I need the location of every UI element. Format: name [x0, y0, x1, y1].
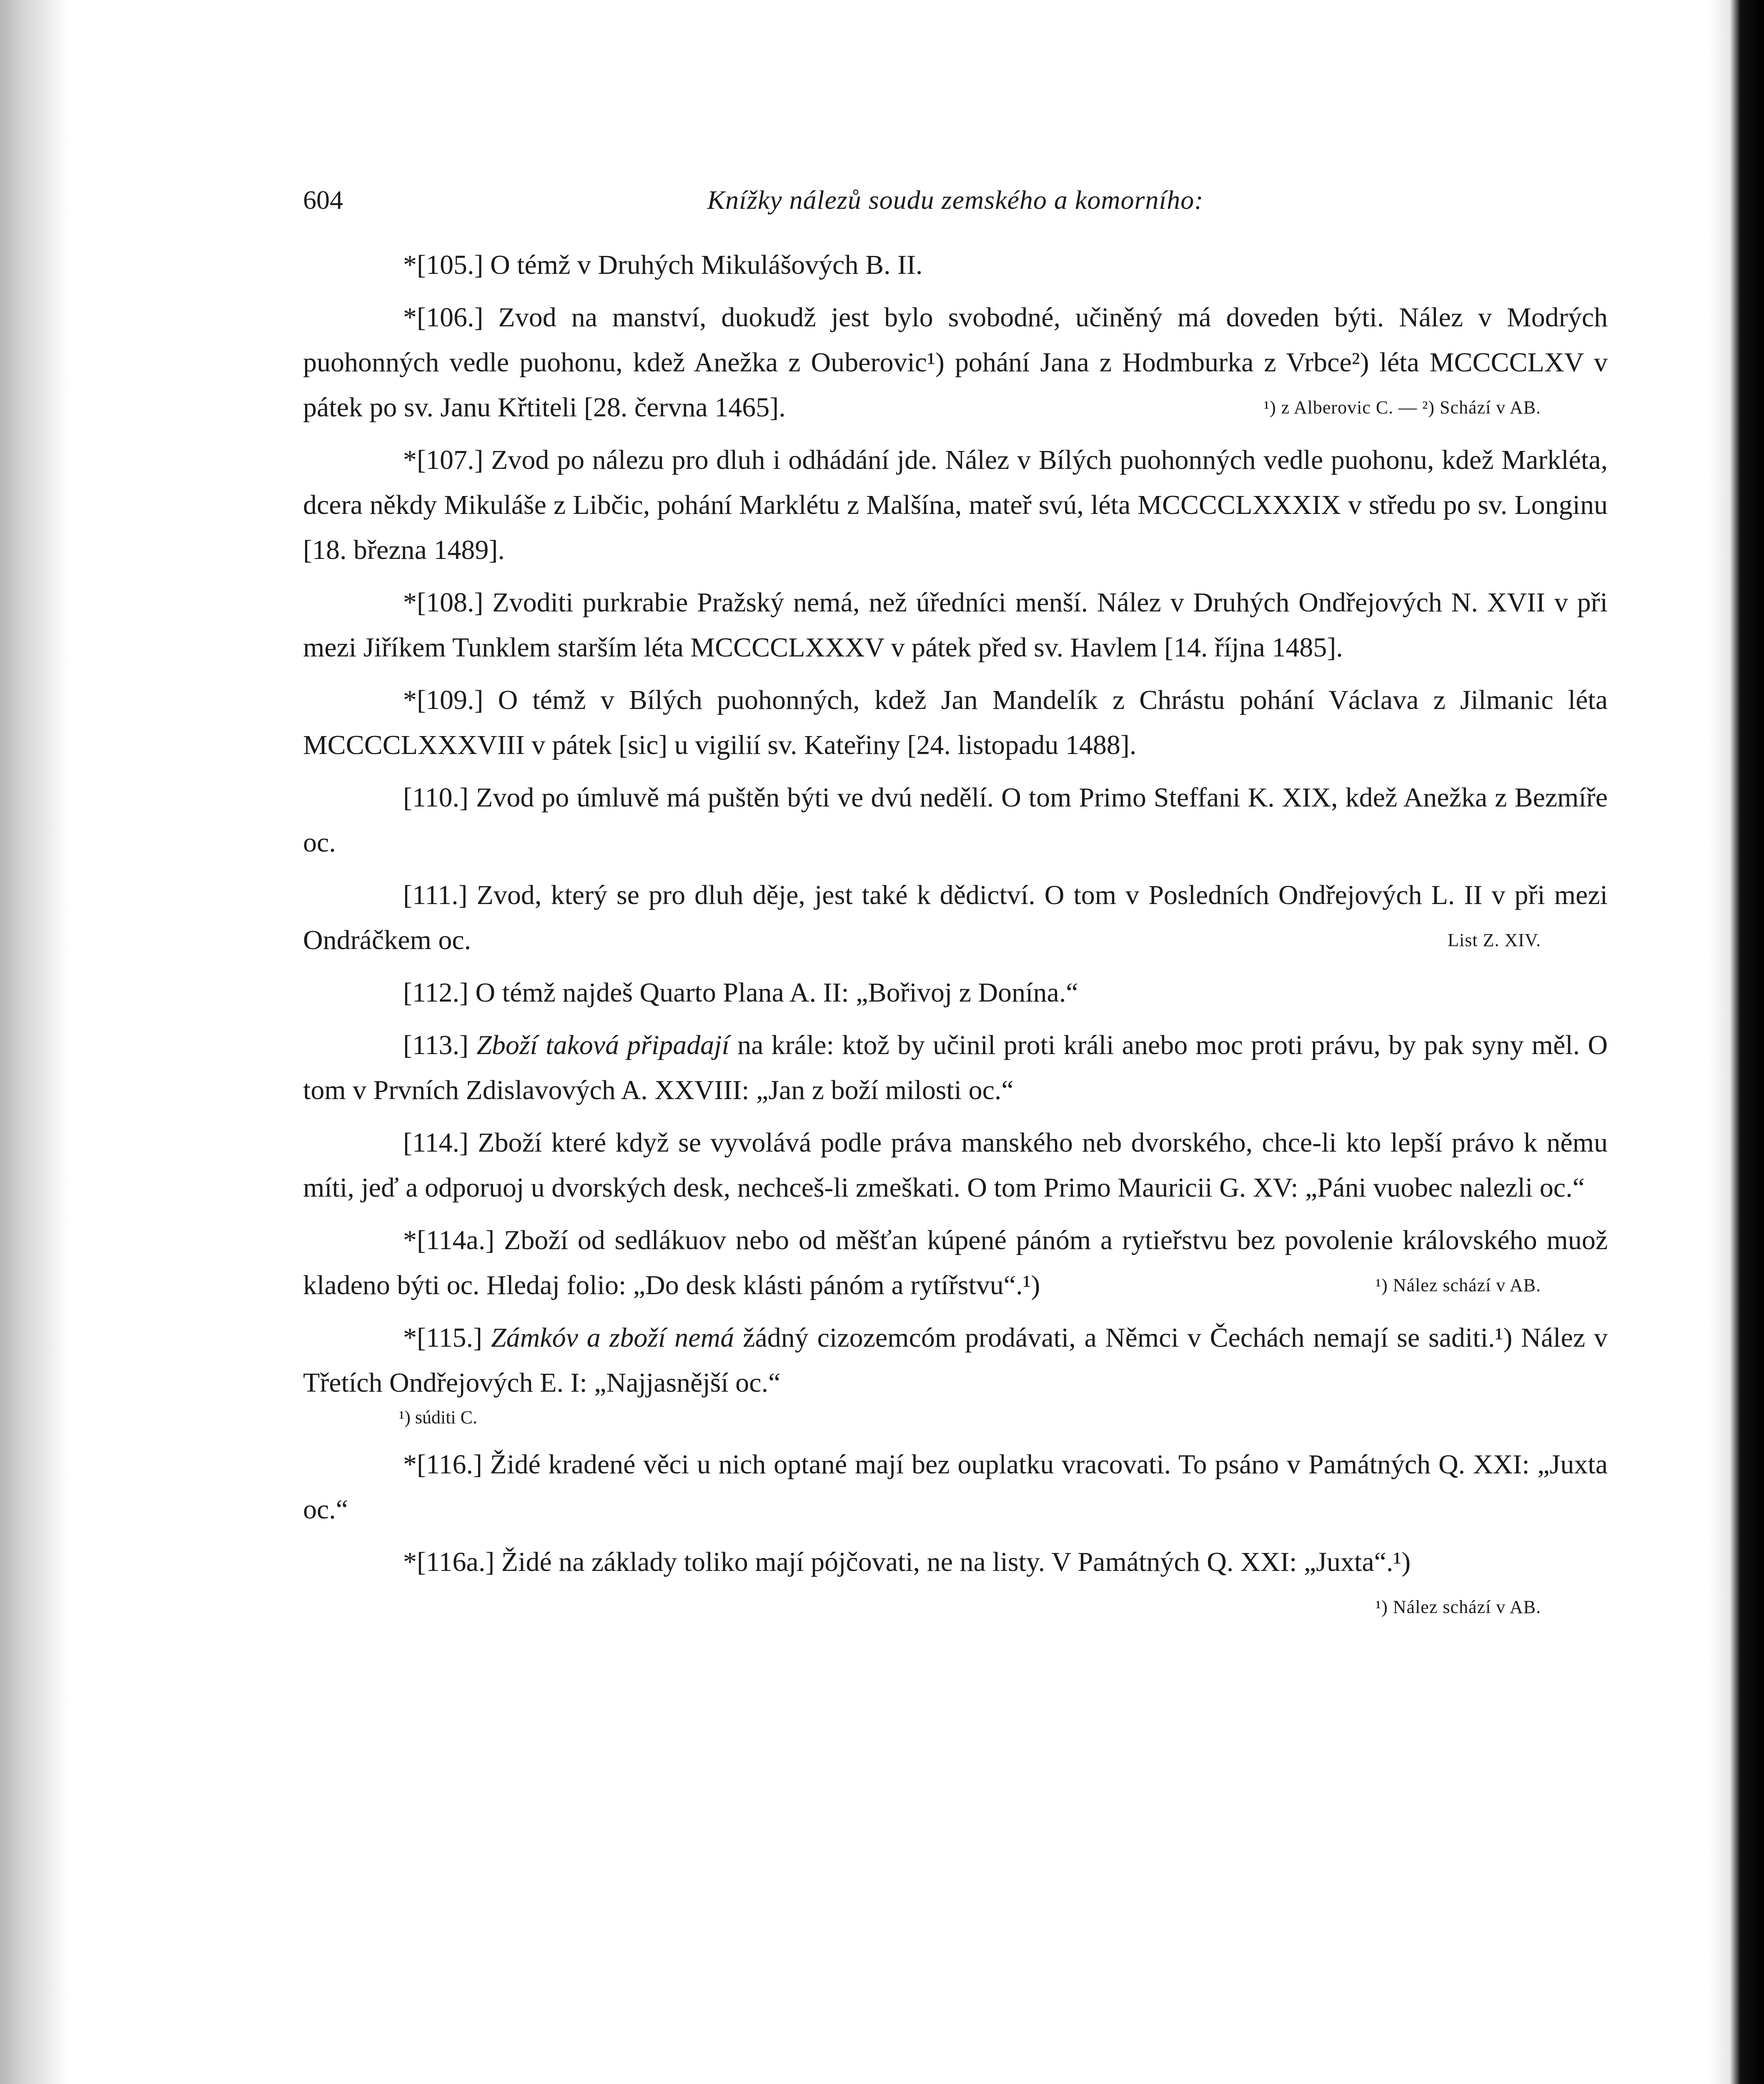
paragraph-114: [114.] Zboží které když se vyvolává podle práva manského neb dvorského, chce-li kto lepší právo k němu míti, jeď a odporuoj u dvorských desk, nechceš-li zmeškati. O tom Primo Mauricii G. XV: „Páni vuobec nalezli oc.“ [303, 1127, 1608, 1203]
footnote-116a: ¹) Nález schází v AB. [1375, 1597, 1541, 1617]
footnote-115: ¹) súditi C. [399, 1407, 477, 1428]
paragraph-108: *[108.] Zvoditi purkrabie Pražský nemá, než úředníci menší. Nález v Druhých Ondřejových N. XVII v při mezi Jiříkem Tunklem starším léta MCCCCLXXXV v pátek před sv. Havlem [14. října 1485]. [303, 587, 1608, 663]
margin-note-111: List Z. XIV. [1448, 930, 1541, 950]
page-header [303, 179, 1608, 221]
footnote-114a: ¹) Nález schází v AB. [1375, 1275, 1541, 1295]
paragraph-106-text: *[106.] Zvod na manství, duokudž jest bylo svobodné, učiněný má doveden býti. Nález v Modrých puohonných vedle puohonu, kdež Anežka z Ouberovic¹) pohání Jana z Hodmburka z Vrbce²) léta MCCCCLXV v pátek po sv. Janu Křtiteli [28. června 1465]. [303, 302, 1608, 423]
paragraph-111-text: [111.] Zvod, který se pro dluh děje, jest také k dědictví. O tom v Posledních Ondřejových L. II v při mezi Ondráčkem oc. [303, 880, 1608, 955]
page-content [303, 179, 1608, 1630]
paragraph-112: [112.] O témž najdeš Quarto Plana A. II: „Bořivoj z Donína.“ [403, 977, 1078, 1008]
paragraph-116a [303, 1540, 1608, 1617]
paragraph-106 [303, 295, 1608, 430]
paragraph-116: *[116.] Židé kradené věci u nich optané mají bez ouplatku vracovati. To psáno v Památných Q. XXI: „Juxta oc.“ [303, 1449, 1608, 1525]
paragraph-113-text: na krále: ktož by učinil proti králi anebo moc proti právu, by pak syny měl. O tom v Prvních Zdislavových A. XXVIII: „Jan z boží milosti oc.“ [303, 1030, 1608, 1105]
paragraph-113-number: [113.] [403, 1030, 469, 1060]
paragraph-116a-text: *[116a.] Židé na základy toliko mají pójčovati, ne na listy. V Památných Q. XXI: „Juxta“.¹) [403, 1547, 1411, 1577]
paragraph-110: [110.] Zvod po úmluvě má puštěn býti ve dvú nedělí. O tom Primo Steffani K. XIX, kdež Anežka z Bezmíře oc. [303, 782, 1608, 858]
paragraph-113 [303, 1023, 1608, 1113]
paragraph-113-italic: Zboží taková připadají [476, 1030, 729, 1060]
paragraph-109: *[109.] O témž v Bílých puohonných, kdež Jan Mandelík z Chrástu pohání Václava z Jilmanic léta MCCCCLXXXVIII v pátek [sic] u vigilií sv. Kateřiny [24. listopadu 1488]. [303, 685, 1608, 760]
paragraph-114a-text: *[114a.] Zboží od sedlákuov nebo od měšťan kúpené pánóm a rytieřstvu bez povolenie královského muož kladeno býti oc. Hledaj folio: „Do desk klásti pánóm a rytířstvu“.¹) [303, 1225, 1608, 1300]
binding-shadow [0, 0, 67, 2084]
page-number: 604 [303, 185, 343, 215]
paragraph-105: *[105.] O témž v Druhých Mikulášových B. II. [403, 250, 923, 280]
paragraph-114a [303, 1218, 1608, 1308]
paragraph-115-text: žádný cizozemcóm prodávati, a Němci v Čechách nemají se saditi.¹) Nález v Třetích Ondřejových E. I: „Najjasnější oc.“ [303, 1323, 1608, 1398]
paragraph-115-italic: Zámkóv a zboží nemá [491, 1323, 734, 1353]
running-title: Knížky nálezů soudu zemského a komorního: [707, 185, 1204, 215]
footnote-106: ¹) z Alberovic C. — ²) Schází v AB. [1263, 397, 1541, 418]
paragraph-107: *[107.] Zvod po nálezu pro dluh i odhádání jde. Nález v Bílých puohonných vedle puohonu, kdež Markléta, dcera někdy Mikuláše z Libčic, pohání Marklétu z Malšína, mateř svú, léta MCCCCLXXXIX v středu po sv. Longinu [18. března 1489]. [303, 445, 1608, 565]
paragraph-115-number: *[115.] [403, 1323, 483, 1353]
body-text [303, 243, 1608, 1617]
paragraph-111 [303, 873, 1608, 963]
paragraph-115 [303, 1315, 1608, 1405]
